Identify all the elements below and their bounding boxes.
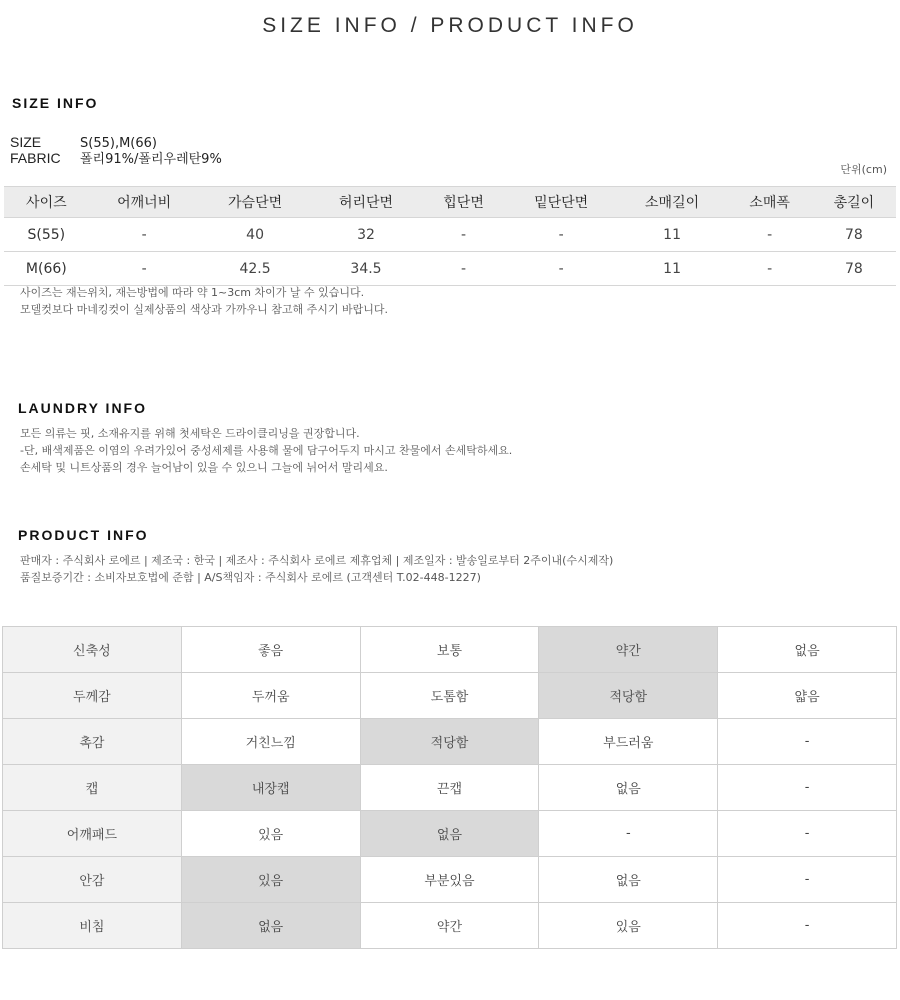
size-cell: 11 bbox=[617, 252, 728, 286]
unit-label: 단위(cm) bbox=[840, 163, 887, 176]
feel-attribute-label: 안감 bbox=[3, 857, 182, 903]
size-notes bbox=[20, 284, 388, 318]
table-row bbox=[3, 811, 897, 857]
feel-option-cell: 없음 bbox=[718, 627, 897, 673]
size-header-cell: 사이즈 bbox=[4, 187, 89, 218]
size-header-cell: 힙단면 bbox=[421, 187, 505, 218]
feel-option-cell: 없음 bbox=[181, 903, 360, 949]
size-cell: 34.5 bbox=[311, 252, 422, 286]
size-header-cell: 소매길이 bbox=[617, 187, 728, 218]
size-cell: 78 bbox=[812, 218, 896, 252]
feel-option-cell: 없음 bbox=[539, 765, 718, 811]
fabric-feel-table bbox=[2, 626, 897, 949]
product-note-line: 품질보증기간 : 소비자보호법에 준함 | A/S책임자 : 주식회사 로에르 (고객센터 T.02-448-1227) bbox=[20, 571, 481, 584]
feel-option-cell: 끈캡 bbox=[360, 765, 539, 811]
table-row bbox=[3, 719, 897, 765]
feel-option-cell: 두꺼움 bbox=[181, 673, 360, 719]
table-row bbox=[4, 252, 896, 286]
table-row bbox=[3, 673, 897, 719]
size-table-header bbox=[4, 187, 896, 218]
size-cell: 32 bbox=[311, 218, 422, 252]
feel-option-cell: 부분있음 bbox=[360, 857, 539, 903]
laundry-note-line: 손세탁 및 니트상품의 경우 늘어남이 있을 수 있으니 그늘에 뉘어서 말리세요. bbox=[20, 461, 388, 474]
size-cell: S(55) bbox=[4, 218, 89, 252]
feel-option-cell: 있음 bbox=[181, 857, 360, 903]
page-title: SIZE INFO / PRODUCT INFO bbox=[262, 14, 638, 37]
size-header-cell: 어깨너비 bbox=[89, 187, 200, 218]
spec-fabric-value: 폴리91%/폴리우레탄9% bbox=[80, 152, 222, 167]
product-note-line: 판매자 : 주식회사 로에르 | 제조국 : 한국 | 제조사 : 주식회사 로에르 제휴업체 | 제조일자 : 발송일로부터 2주이내(수시제작) bbox=[20, 554, 614, 567]
feel-option-cell: 적당함 bbox=[360, 719, 539, 765]
laundry-notes bbox=[20, 425, 512, 476]
size-header-cell: 허리단면 bbox=[311, 187, 422, 218]
feel-option-cell: - bbox=[718, 857, 897, 903]
feel-option-cell: 내장캡 bbox=[181, 765, 360, 811]
feel-option-cell: - bbox=[718, 765, 897, 811]
size-cell: - bbox=[506, 218, 617, 252]
product-info-heading: PRODUCT INFO bbox=[18, 527, 149, 543]
size-header-cell: 밑단단면 bbox=[506, 187, 617, 218]
feel-option-cell: 좋음 bbox=[181, 627, 360, 673]
size-header-cell: 소매폭 bbox=[728, 187, 812, 218]
feel-option-cell: 거친느낌 bbox=[181, 719, 360, 765]
laundry-info-heading: LAUNDRY INFO bbox=[18, 400, 147, 416]
size-header-cell: 가슴단면 bbox=[200, 187, 311, 218]
feel-option-cell: 약간 bbox=[539, 627, 718, 673]
size-cell: - bbox=[421, 218, 505, 252]
table-row bbox=[3, 627, 897, 673]
size-cell: 11 bbox=[617, 218, 728, 252]
spec-fabric-key: FABRIC bbox=[10, 150, 61, 166]
laundry-note-line: 모든 의류는 핏, 소재유지를 위해 첫세탁은 드라이클리닝을 권장합니다. bbox=[20, 427, 360, 440]
feel-option-cell: - bbox=[718, 903, 897, 949]
feel-option-cell: 있음 bbox=[539, 903, 718, 949]
size-cell: 40 bbox=[200, 218, 311, 252]
size-cell: - bbox=[89, 218, 200, 252]
table-row bbox=[3, 765, 897, 811]
size-note-line: 사이즈는 재는위치, 재는방법에 따라 약 1~3cm 차이가 날 수 있습니다. bbox=[20, 286, 365, 299]
feel-option-cell: 없음 bbox=[539, 857, 718, 903]
spec-size-value: S(55),M(66) bbox=[80, 136, 157, 151]
feel-option-cell: - bbox=[718, 811, 897, 857]
size-cell: - bbox=[89, 252, 200, 286]
spec-size-key: SIZE bbox=[10, 134, 42, 150]
table-row bbox=[4, 218, 896, 252]
size-cell: 78 bbox=[812, 252, 896, 286]
size-cell: 42.5 bbox=[200, 252, 311, 286]
feel-option-cell: - bbox=[539, 811, 718, 857]
product-notes bbox=[20, 552, 613, 586]
size-cell: - bbox=[728, 252, 812, 286]
table-row bbox=[3, 903, 897, 949]
feel-attribute-label: 어깨패드 bbox=[3, 811, 182, 857]
spec-fabric bbox=[10, 150, 222, 168]
size-info-heading: SIZE INFO bbox=[12, 95, 99, 111]
feel-option-cell: 적당함 bbox=[539, 673, 718, 719]
laundry-note-line: -단, 배색제품은 이염의 우려가있어 중성세제를 사용해 물에 담구어두지 마시고 찬물에서 손세탁하세요. bbox=[20, 444, 513, 457]
feel-option-cell: 약간 bbox=[360, 903, 539, 949]
feel-attribute-label: 두께감 bbox=[3, 673, 182, 719]
feel-option-cell: 부드러움 bbox=[539, 719, 718, 765]
feel-option-cell: 도톰함 bbox=[360, 673, 539, 719]
feel-attribute-label: 캡 bbox=[3, 765, 182, 811]
size-header-cell: 총길이 bbox=[812, 187, 896, 218]
feel-option-cell: 얇음 bbox=[718, 673, 897, 719]
table-row bbox=[3, 857, 897, 903]
feel-attribute-label: 촉감 bbox=[3, 719, 182, 765]
size-note-line: 모델컷보다 마네킹컷이 실제상품의 색상과 가까우니 참고해 주시기 바랍니다. bbox=[20, 303, 389, 316]
size-cell: - bbox=[506, 252, 617, 286]
size-cell: - bbox=[421, 252, 505, 286]
feel-option-cell: 없음 bbox=[360, 811, 539, 857]
size-cell: M(66) bbox=[4, 252, 89, 286]
feel-option-cell: - bbox=[718, 719, 897, 765]
feel-option-cell: 있음 bbox=[181, 811, 360, 857]
size-cell: - bbox=[728, 218, 812, 252]
feel-attribute-label: 신축성 bbox=[3, 627, 182, 673]
feel-option-cell: 보통 bbox=[360, 627, 539, 673]
feel-attribute-label: 비침 bbox=[3, 903, 182, 949]
size-table bbox=[4, 186, 896, 286]
